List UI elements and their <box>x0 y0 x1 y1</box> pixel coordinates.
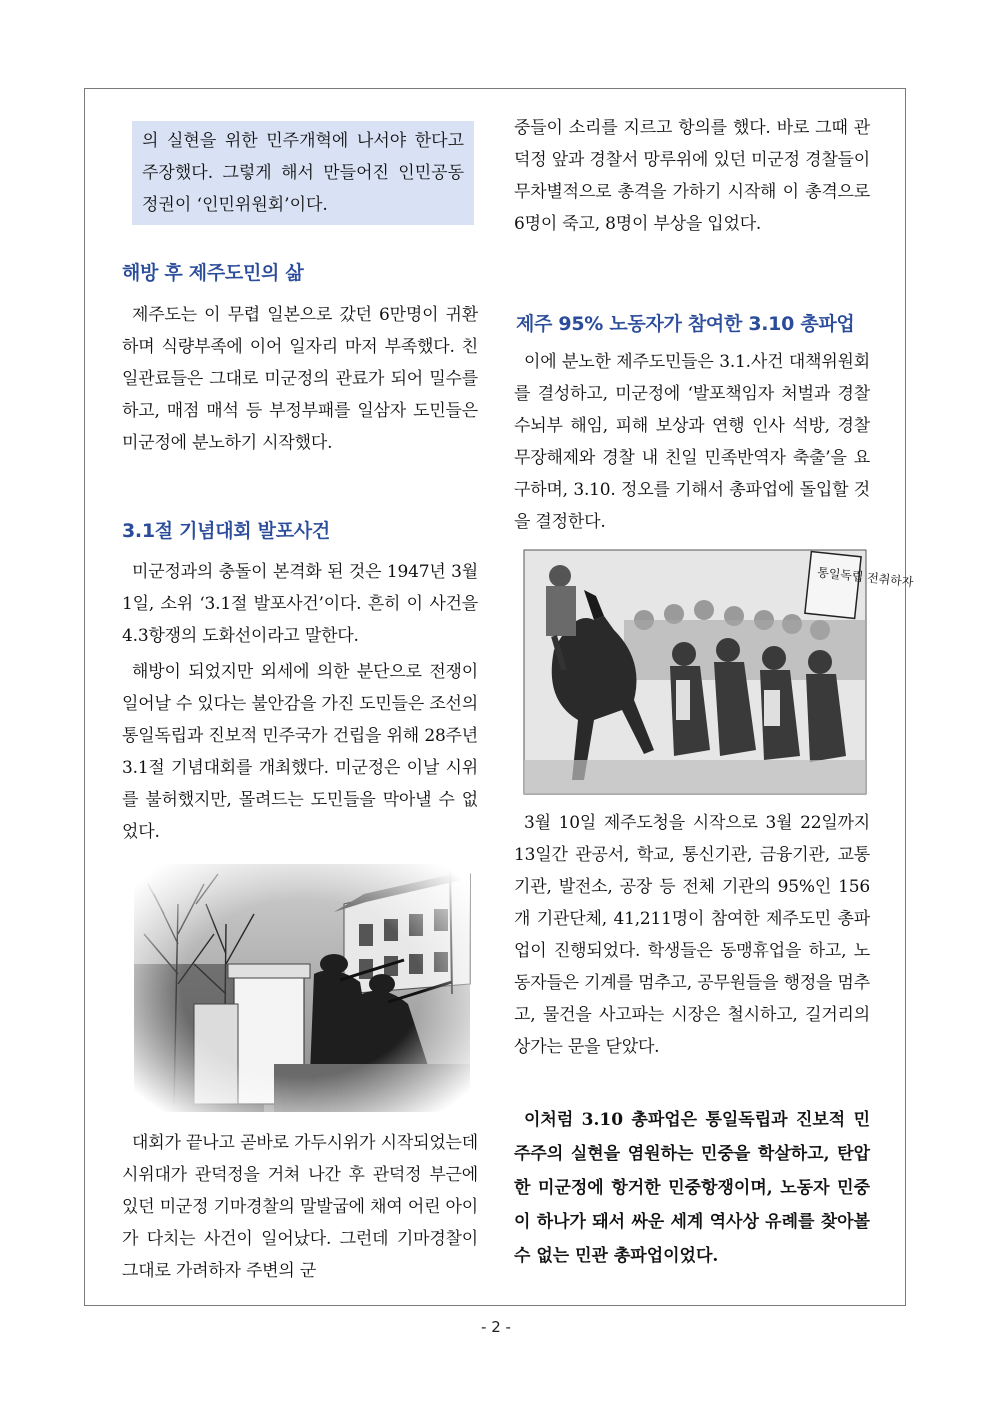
section-title-march1: 3.1절 기념대회 발포사건 <box>122 520 330 542</box>
conclusion-block <box>514 1103 870 1273</box>
paragraph: 대회가 끝나고 곧바로 가두시위가 시작되었는데 시위대가 관덕정을 거쳐 나간 후 관덕정 부근에 있던 미군정 기마경찰의 말발굽에 채여 어린 아이가 다치는 사건이 일어났다. 그런데 기마경찰이 그대로 가려하자 주변의 군 <box>122 1133 478 1281</box>
section-body-liberation <box>122 299 478 459</box>
sign-text: 통일독립 전취하자 <box>816 565 915 590</box>
paragraph: 중들이 소리를 지르고 항의를 했다. 바로 그때 관덕정 앞과 경찰서 망루위에 있던 미군정 경찰들이 무차별적으로 총격을 가하기 시작해 이 총격으로 6명이 죽고, 8명이 부상을 입었다. <box>514 118 870 234</box>
conclusion-text: 이처럼 3.10 총파업은 통일독립과 진보적 민주주의 실현을 염원하는 민중을 학살하고, 탄압한 미군정에 항거한 민중항쟁이며, 노동자 민중이 하나가 돼서 싸운 세계 역사상 유례를 찾아볼 수 없는 민관 총파업이었다. <box>514 1110 870 1266</box>
section-body-march1-cont <box>122 1127 478 1287</box>
highlight-box <box>132 121 474 225</box>
section-body-march1 <box>122 556 478 848</box>
section-title-liberation: 해방 후 제주도민의 삶 <box>122 262 304 284</box>
highlight-text: 의 실현을 위한 민주개혁에 나서야 한다고 주장했다. 그렇게 해서 만들어진 인민공동정권이 ‘인민위원회’이다. <box>142 131 464 215</box>
paragraph: 3월 10일 제주도청을 시작으로 3월 22일까지 13일간 관공서, 학교, 통신기관, 금융기관, 교통기관, 발전소, 공장 등 전체 기관의 95%인 156개 기관단체, 41,211명이 참여한 제주도민 총파업이 진행되었다. 학생들은 동맹휴업을 하고, 노동자들은 기계를 멈추고, 공무원들을 행정을 멈추고, 물건을 사고파는 시장은 철시하고, 길거리의 상가는 문을 닫았다. <box>514 813 870 1057</box>
illustration-police-shooting <box>134 864 470 1112</box>
section-title-general-strike: 제주 95% 노동자가 참여한 3.10 총파업 <box>516 313 855 335</box>
paragraph: 미군정과의 충돌이 본격화 된 것은 1947년 3월 1일, 소위 ‘3.1절 발포사건’이다. 흔히 이 사건을 4.3항쟁의 도화선이라고 말한다. <box>122 562 478 646</box>
section-body-general-strike-cont <box>514 807 870 1063</box>
page-number: - 2 - <box>481 1318 511 1336</box>
paragraph: 해방이 되었지만 외세에 의한 분단으로 전쟁이 일어날 수 있다는 불안감을 가진 도민들은 조선의 통일독립과 진보적 민주국가 건립을 위해 28주년 3.1절 기념대회를 개최했다. 미군정은 이날 시위를 불허했지만, 몰려드는 도민들을 막아낼 수 없었다. <box>122 662 478 842</box>
section-body-general-strike <box>514 346 870 538</box>
illustration-mounted-police-crowd <box>524 550 915 794</box>
paragraph: 이에 분노한 제주도민들은 3.1.사건 대책위원회를 결성하고, 미군정에 ‘발포책임자 처벌과 경찰수뇌부 해임, 피해 보상과 연행 인사 석방, 경찰 무장해제와 경찰 내 친일 민족반역자 축출’을 요구하며, 3.10. 정오를 기해서 총파업에 돌입할 것을 결정한다. <box>514 352 870 532</box>
right-top-text <box>514 112 870 240</box>
paragraph: 제주도는 이 무렵 일본으로 갔던 6만명이 귀환하며 식량부족에 이어 일자리 마저 부족했다. 친일관료들은 그대로 미군정의 관료가 되어 밀수를 하고, 매점 매석 등 부정부패를 일삼자 도민들은 미군정에 분노하기 시작했다. <box>122 305 478 453</box>
